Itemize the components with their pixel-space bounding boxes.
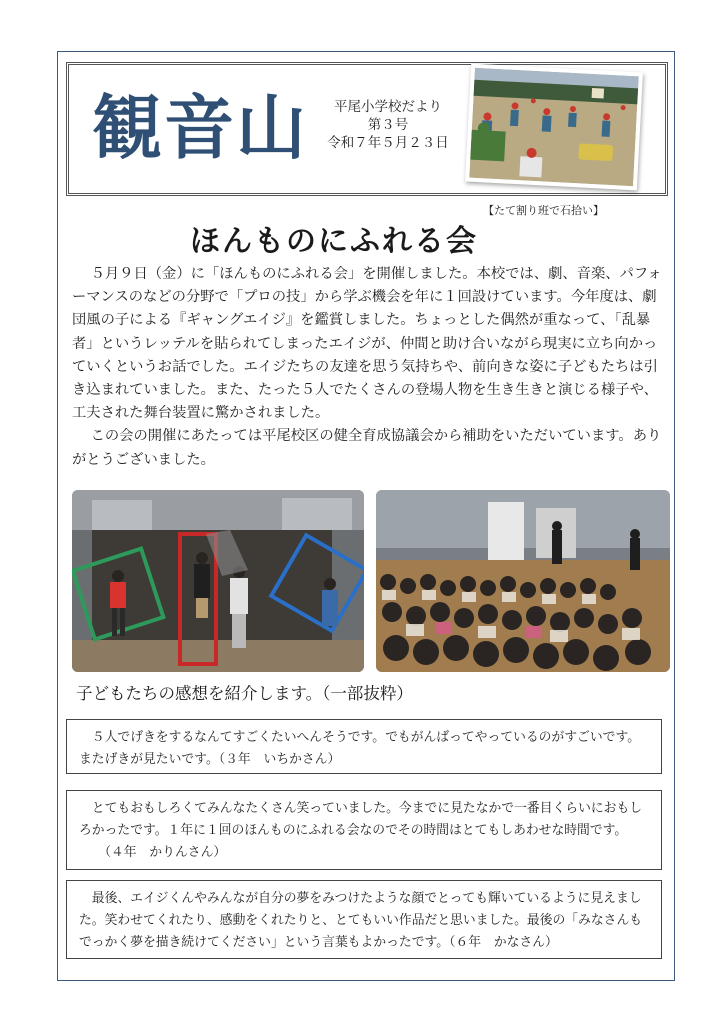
masthead-info bbox=[318, 98, 458, 152]
article-paragraph: ５月９日（金）に「ほんものにふれる会」を開催しました。本校では、劇、音楽、パフォーマンスのなどの分野で「プロの技」から学ぶ機会を年に１回設けています。今年度は、劇団風の子による『ギャングエイジ』を鑑賞しました。ちょっとした偶然が重なって、「乱暴者」というレッテルを貼られてしまったエイジが、仲間と助け合いながら現実に立ち向かっていくというお話でした。エイジたちの友達を思う気持ちや、前向きな姿に子どもたちは引き込まれていました。また、たった５人でたくさんの登場人物を生き生きと演じる様子や、工夫された舞台装置に驚かされました。 bbox=[72, 266, 662, 422]
impressions-heading: 子どもたちの感想を紹介します。（一部抜粋） bbox=[76, 684, 413, 703]
photo-caption: 【たて割り班で石拾い】 bbox=[483, 204, 604, 217]
audience-photo bbox=[376, 490, 670, 672]
article-body bbox=[72, 263, 668, 472]
issue-date: 令和７年５月２３日 bbox=[327, 135, 449, 151]
impression-author: （４年 かりんさん） bbox=[98, 845, 227, 860]
issue-number: 第３号 bbox=[367, 117, 409, 133]
impression-text: ５人でげきをするなんてすごくたいへんそうです。でもがんばってやっているのがすごいです。またげきが見たいです。（３年 いちかさん） bbox=[79, 730, 641, 767]
article-paragraph: この会の開催にあたっては平尾校区の健全育成協議会から補助をいただいています。ありがとうございました。 bbox=[72, 428, 662, 468]
impression-text: 最後、エイジくんやみんなが自分の夢をみつけたような顔でとっても輝いているように見えました。笑わせてくれたり、感動をくれたりと、とてもいい作品だと思いました。最後の「みなさんもでっかく夢を描き続けてください」という言葉もよかったです。（６年 かなさん） bbox=[79, 891, 643, 950]
performance-photo bbox=[72, 490, 364, 672]
newsletter-title: 観音山 bbox=[92, 87, 308, 169]
school-newsletter-name: 平尾小学校だより bbox=[334, 99, 442, 115]
impression-box bbox=[66, 790, 662, 870]
article-title: ほんものにふれる会 bbox=[190, 224, 478, 259]
impression-box bbox=[66, 719, 662, 774]
impression-box bbox=[66, 880, 662, 959]
impression-text: とてもおもしろくてみんなたくさん笑っていました。今までに見たなかで一番目くらいにおもしろかったです。１年に１回のほんものにふれる会なのでその時間はとてもしあわせな時間です。 bbox=[79, 801, 643, 838]
stone-picking-photo bbox=[465, 64, 643, 191]
